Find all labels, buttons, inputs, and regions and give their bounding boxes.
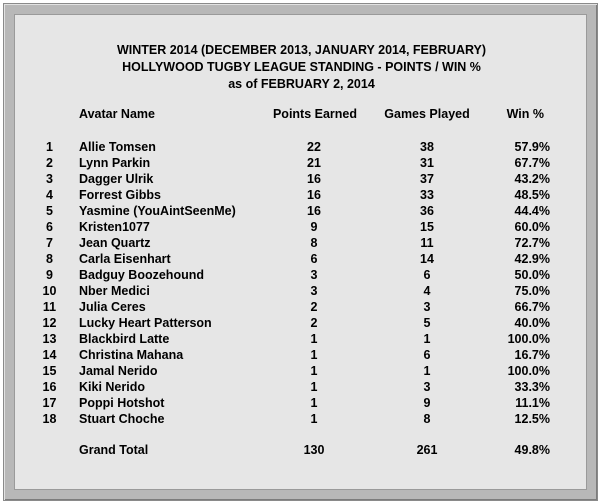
avatar-name-cell: Julia Ceres: [79, 300, 146, 314]
points-cell: 8: [310, 236, 318, 250]
games-played-cell: 15: [420, 220, 434, 234]
rank-cell: 15: [42, 364, 57, 378]
header-row: [15, 106, 588, 122]
grand-total-row: [15, 442, 588, 458]
rank-cell: 16: [42, 380, 57, 394]
rank-cell: 12: [42, 316, 57, 330]
points-cell: 3: [310, 284, 318, 298]
table-row: [15, 139, 588, 155]
avatar-name-cell: Poppi Hotshot: [79, 396, 165, 410]
title-line-1: WINTER 2014 (DECEMBER 2013, JANUARY 2014, FEBRUARY): [116, 43, 487, 57]
avatar-name-cell: Forrest Gibbs: [79, 188, 161, 202]
games-played-cell: 3: [423, 300, 431, 314]
avatar-name-cell: Stuart Choche: [79, 412, 165, 426]
points-cell: 16: [307, 204, 321, 218]
rank-cell: 10: [42, 284, 57, 298]
table-row: [15, 203, 588, 219]
avatar-name-cell: Blackbird Latte: [79, 332, 170, 346]
grand-total-label: Grand Total: [79, 443, 149, 457]
win-percent-cell: 100.0%: [507, 364, 550, 378]
games-played-cell: 8: [423, 412, 431, 426]
win-percent-cell: 12.5%: [514, 412, 550, 426]
points-cell: 16: [307, 188, 321, 202]
win-percent-cell: 72.7%: [514, 236, 550, 250]
win-percent-cell: 16.7%: [514, 348, 550, 362]
games-played-cell: 37: [420, 172, 434, 186]
table-row: [15, 235, 588, 251]
header-avatar-name: Avatar Name: [79, 107, 155, 121]
points-cell: 1: [310, 348, 318, 362]
games-played-cell: 1: [423, 332, 431, 346]
win-percent-cell: 40.0%: [514, 316, 550, 330]
games-played-cell: 4: [423, 284, 431, 298]
avatar-name-cell: Kiki Nerido: [79, 380, 145, 394]
games-played-cell: 36: [420, 204, 434, 218]
avatar-name-cell: Carla Eisenhart: [79, 252, 171, 266]
rank-cell: 14: [42, 348, 57, 362]
header-games-played: Games Played: [384, 107, 470, 121]
points-cell: 1: [310, 396, 318, 410]
games-played-cell: 33: [420, 188, 434, 202]
table-row: [15, 379, 588, 395]
win-percent-cell: 43.2%: [514, 172, 550, 186]
table-row: [15, 331, 588, 347]
win-percent-cell: 66.7%: [514, 300, 550, 314]
games-played-cell: 14: [420, 252, 434, 266]
win-percent-cell: 100.0%: [507, 332, 550, 346]
avatar-name-cell: Christina Mahana: [79, 348, 184, 362]
rank-cell: 9: [46, 268, 53, 282]
rank-cell: 11: [42, 300, 57, 314]
grand-total-points: 130: [303, 443, 325, 457]
win-percent-cell: 42.9%: [514, 252, 550, 266]
points-cell: 21: [307, 156, 321, 170]
rank-cell: 5: [46, 204, 53, 218]
points-cell: 6: [310, 252, 318, 266]
games-played-cell: 11: [420, 236, 434, 250]
table-row: [15, 267, 588, 283]
rank-cell: 17: [42, 396, 57, 410]
rank-cell: 7: [46, 236, 53, 250]
avatar-name-cell: Kristen1077: [79, 220, 150, 234]
win-percent-cell: 11.1%: [515, 396, 550, 410]
games-played-cell: 1: [423, 364, 431, 378]
points-cell: 2: [310, 316, 318, 330]
rank-cell: 8: [46, 252, 53, 266]
table-row: [15, 395, 588, 411]
table-row: [15, 299, 588, 315]
table-row: [15, 155, 588, 171]
header-points-earned: Points Earned: [272, 107, 358, 121]
avatar-name-cell: Jean Quartz: [79, 236, 151, 250]
table-row: [15, 411, 588, 427]
points-cell: 1: [310, 412, 318, 426]
games-played-cell: 38: [420, 140, 434, 154]
games-played-cell: 5: [423, 316, 431, 330]
rank-cell: 3: [46, 172, 53, 186]
grand-total-win: 49.8%: [514, 443, 550, 457]
avatar-name-cell: Lucky Heart Patterson: [79, 316, 212, 330]
avatar-name-cell: Dagger Ulrik: [79, 172, 154, 186]
win-percent-cell: 33.3%: [514, 380, 550, 394]
rank-cell: 13: [42, 332, 57, 346]
points-cell: 2: [310, 300, 318, 314]
table-row: [15, 219, 588, 235]
header-win-percent: Win %: [506, 107, 544, 121]
win-percent-cell: 48.5%: [514, 188, 550, 202]
points-cell: 1: [310, 380, 318, 394]
games-played-cell: 6: [423, 348, 431, 362]
table-row: [15, 187, 588, 203]
points-cell: 22: [307, 140, 321, 154]
table-row: [15, 171, 588, 187]
table-row: [15, 347, 588, 363]
table-row: [15, 251, 588, 267]
win-percent-cell: 60.0%: [514, 220, 550, 234]
avatar-name-cell: Yasmine (YouAintSeenMe): [79, 204, 236, 218]
title-block: [15, 42, 588, 93]
win-percent-cell: 50.0%: [514, 268, 550, 282]
games-played-cell: 3: [423, 380, 431, 394]
points-cell: 9: [310, 220, 318, 234]
frame: [3, 3, 598, 501]
win-percent-cell: 67.7%: [514, 156, 550, 170]
rank-cell: 2: [46, 156, 53, 170]
points-cell: 1: [310, 332, 318, 346]
rank-cell: 18: [42, 412, 57, 426]
grand-total-games: 261: [416, 443, 438, 457]
points-cell: 3: [310, 268, 318, 282]
title-line-3: as of FEBRUARY 2, 2014: [228, 77, 375, 91]
points-cell: 16: [307, 172, 321, 186]
avatar-name-cell: Nber Medici: [79, 284, 150, 298]
standings-panel: [14, 14, 587, 490]
table-row: [15, 283, 588, 299]
rank-cell: 6: [46, 220, 53, 234]
games-played-cell: 6: [423, 268, 431, 282]
avatar-name-cell: Lynn Parkin: [79, 156, 151, 170]
table-row: [15, 363, 588, 379]
avatar-name-cell: Allie Tomsen: [79, 140, 156, 154]
win-percent-cell: 44.4%: [514, 204, 550, 218]
points-cell: 1: [310, 364, 318, 378]
rank-cell: 1: [46, 140, 53, 154]
avatar-name-cell: Badguy Boozehound: [79, 268, 204, 282]
rank-cell: 4: [46, 188, 53, 202]
win-percent-cell: 57.9%: [514, 140, 550, 154]
win-percent-cell: 75.0%: [514, 284, 550, 298]
games-played-cell: 9: [423, 396, 431, 410]
games-played-cell: 31: [420, 156, 434, 170]
avatar-name-cell: Jamal Nerido: [79, 364, 158, 378]
title-line-2: HOLLYWOOD TUGBY LEAGUE STANDING - POINTS / WIN %: [122, 60, 481, 74]
table-row: [15, 315, 588, 331]
